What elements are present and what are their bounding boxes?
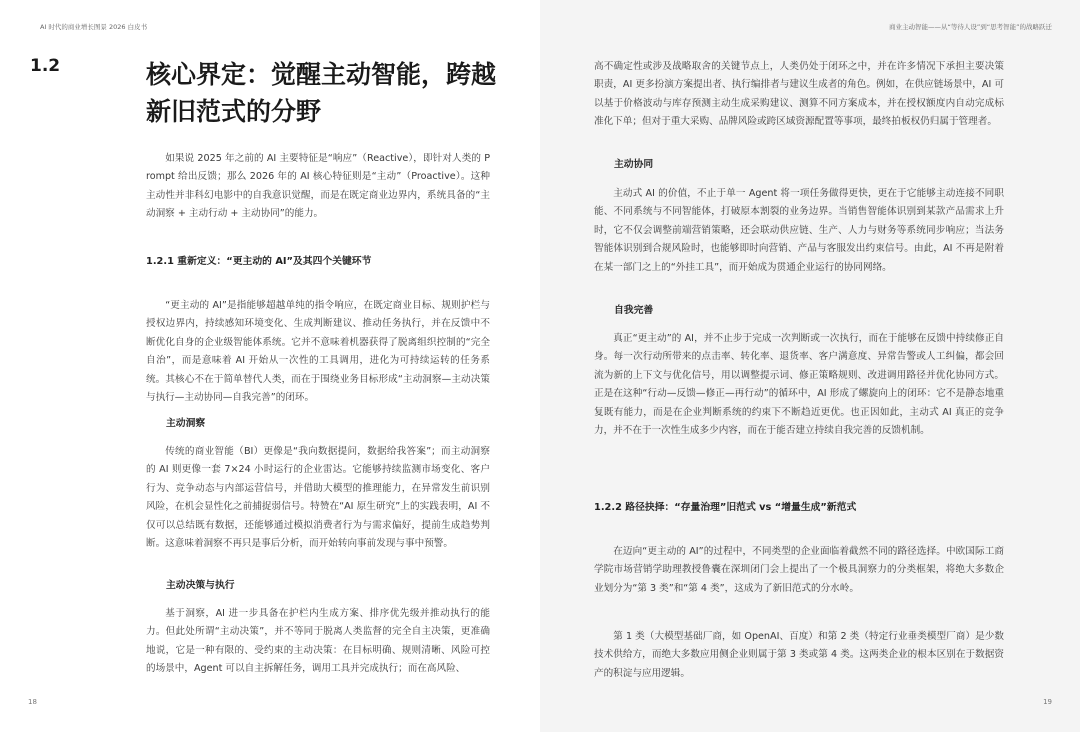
section-number: 1.2 [30, 56, 61, 76]
definition-block [146, 297, 490, 407]
improve-block [594, 330, 1004, 440]
path-heading-block [594, 499, 1004, 513]
intro-block [146, 150, 490, 224]
decision-heading-block [146, 577, 490, 591]
page-title: 核心界定：觉醒主动智能，跨越新旧范式的分野 [146, 60, 497, 126]
collaboration-heading: 主动协同 [614, 159, 654, 170]
definition-paragraph: “更主动的 AI”是指能够超越单纯的指令响应，在既定商业目标、规则护栏与授权边界内，持续感知环境变化、生成判断建议、推动任务执行，并在反馈中不断优化自身的企业级智能体系统。它并不意味着机器获得了脱离组织控制的“完全自治”，而是意味着 AI 开始从一次性的工具调用，进化为可持续运转的任务系统。其核心不在于简单替代人类，而在于围绕业务目标形成“主动洞察—主动决策与执行—主动协同—自我完善”的闭环。 [146, 300, 490, 404]
path-paragraph-2: 第 1 类（大模型基础厂商，如 OpenAI、百度）和第 2 类（特定行业垂类模型厂商）是少数技术供给方，而绝大多数应用侧企业则属于第 3 类或第 4 类。这两类企业的根本区别在于数据资产的积淀与应用逻辑。 [594, 631, 1004, 679]
intro-paragraph: 如果说 2025 年之前的 AI 主要特征是“响应”（Reactive），即针对人类的 Prompt 给出反馈；那么 2026 年的 AI 核心特征则是“主动”（Proactive）。这种主动性并非科幻电影中的自我意识觉醒，而是在既定商业边界内，系统具备的“主动洞察 + 主动行动 + 主动协同”的能力。 [146, 153, 490, 220]
decision-continued-block [594, 58, 1004, 132]
collab-block [594, 185, 1004, 277]
insight-heading: 主动洞察 [166, 418, 206, 429]
collab-heading-block [594, 156, 1004, 170]
insight-heading-block [146, 415, 490, 429]
collaboration-paragraph: 主动式 AI 的价值，不止于单一 Agent 将一项任务做得更快，更在于它能够主动连接不同职能、不同系统与不同智能体，打破原本割裂的业务边界。当销售智能体识别到某款产品需求上升时，它不仅会调整前端营销策略，还会联动供应链、生产、人力与财务等系统同步响应；当法务智能体识别到合规风险时，也能够即时向营销、产品与客服发出约束信号。由此，AI 不再是附着在某一部门之上的“外挂工具”，而开始成为贯通企业运行的协同网络。 [594, 188, 1004, 273]
subsection-heading-block [146, 253, 490, 267]
running-header-right: 商业主动智能——从“等待人设”到“思考智能”的战略跃迁 [889, 23, 1052, 31]
path-block-1 [594, 543, 1004, 598]
decision-paragraph: 基于洞察，AI 进一步具备在护栏内生成方案、排序优先级并推动执行的能力。但此处所谓“主动决策”，并不等同于脱离人类监督的完全自主决策，更准确地说，它是一种有限的、受约束的主动决策：在目标明确、规则清晰、风险可控的场景中，Agent 可以自主拆解任务，调用工具并完成执行；而在高风险、 [146, 608, 490, 675]
improve-heading-block [594, 302, 1004, 316]
page-number-right: 19 [1043, 698, 1052, 706]
running-header: AI 时代的商业增长图景 2026 白皮书 [40, 23, 148, 31]
self-improvement-paragraph: 真正“更主动”的 AI，并不止步于完成一次判断或一次执行，而在于能够在反馈中持续修正自身。每一次行动所带来的点击率、转化率、退货率、客户满意度、异常告警或人工纠偏，都会回流为新的上下文与优化信号，用以调整提示词、修正策略规则、改进调用路径并优化协同方式。正是在这种“行动—反馈—修正—再行动”的循环中，AI 形成了螺旋向上的闭环：它不是静态地重复既有能力，而是在企业判断系统的约束下不断趋近更优。也正因如此，主动式 AI 真正的竞争力，并不在于一次性生成多少内容，而在于能否建立持续自我完善的反馈机制。 [594, 333, 1004, 437]
self-improvement-heading: 自我完善 [614, 305, 654, 316]
page-number-left: 18 [28, 698, 37, 706]
insight-paragraph: 传统的商业智能（BI）更像是“我向数据提问，数据给我答案”；而主动洞察的 AI 则更像一套 7×24 小时运行的企业雷达。它能够持续监测市场变化、客户行为、竞争动态与内部运营信号，并借助大模型的推理能力，在异常发生前识别风险，在机会显性化之前捕捉弱信号。特赞在“AI 原生研究”上的实践表明，AI 不仅可以总结既有数据，还能够通过模拟消费者行为与需求偏好，提前生成趋势判断。这意味着洞察不再只是事后分析，而开始转向事前发现与事中预警。 [146, 446, 490, 550]
path-block-2 [594, 628, 1004, 683]
subsection-heading: 1.2.1 重新定义：“更主动的 AI”及其四个关键环节 [146, 256, 372, 267]
decision-continued-paragraph: 高不确定性或涉及战略取舍的关键节点上，人类仍处于闭环之中，并在许多情况下承担主要决策职责，AI 更多扮演方案提出者、执行编排者与建议生成者的角色。例如，在供应链场景中，AI 可以基于价格波动与库存预测主动生成采购建议、测算不同方案成本，并在授权额度内自动完成标准化下单；但对于重大采购、品牌风险或跨区域资源配置等事项，最终拍板权仍归属于管理者。 [594, 61, 1004, 128]
path-paragraph-1: 在迈向“更主动的 AI”的过程中，不同类型的企业面临着截然不同的路径选择。中欧国际工商学院市场营销学助理教授鲁囊在深圳闭门会上提出了一个极具洞察力的分类框架，将绝大多数企业划分为“第 3 类”和“第 4 类”，这成为了新旧范式的分水岭。 [594, 546, 1004, 594]
right-page [540, 0, 1080, 732]
path-choice-heading: 1.2.2 路径抉择：“存量治理”旧范式 vs “增量生成”新范式 [594, 502, 857, 513]
decision-heading: 主动决策与执行 [166, 580, 235, 591]
insight-block [146, 443, 490, 553]
decision-block [146, 605, 490, 679]
